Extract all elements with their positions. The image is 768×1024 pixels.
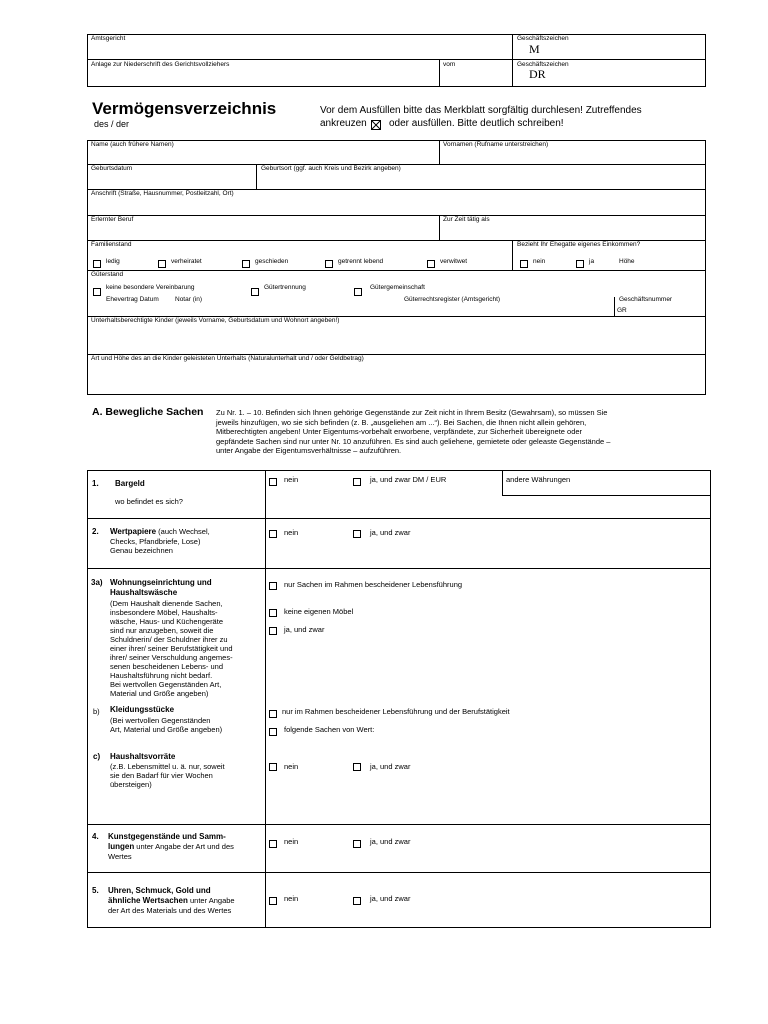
verwitwet-checkbox[interactable] [427,260,435,268]
item3a-desc-6: ihrer/ seiner Verschuldung angemes- [110,653,233,662]
guetertrennung-label: Gütertrennung [264,284,306,291]
item3b-desc-1: Art, Material und Größe angeben) [110,725,223,734]
item3a-desc-2: wäsche, Haus- und Küchengeräte [110,617,223,626]
amtsgericht-field[interactable]: Amtsgericht [91,35,126,42]
item2-desc-0: Checks, Pfandbriefe, Lose) [110,537,201,546]
item2-nein-label: nein [284,528,299,537]
item3c-desc-2: übersteigen) [110,780,152,789]
item3a-opt2-label: keine eigenen Möbel [284,607,354,616]
item5-nein-label: nein [284,894,299,903]
col-line [256,164,257,189]
ehegatte-nein-checkbox[interactable] [520,260,528,268]
verwitwet-label: verwitwet [440,258,468,265]
gr-field[interactable]: GR [617,307,627,314]
keine-vereinbarung-checkbox[interactable] [93,288,101,296]
row-line [87,568,711,569]
geschieden-checkbox[interactable] [242,260,250,268]
row-line [502,495,711,496]
geburtsort-field[interactable]: Geburtsort (ggf. auch Kreis und Bezirk angeben) [261,165,401,172]
item5-ja-label: ja, und zwar [370,894,411,903]
item3a-desc-7: senen bescheidenen Lebens- und [110,662,224,671]
anlage-field[interactable]: Anlage zur Niederschrift des Gerichtsvollziehers [91,61,230,68]
col-line [502,470,503,495]
row-line [87,824,711,825]
anschrift-field[interactable]: Anschrift (Straße, Hausnummer, Postleitzahl, Ort) [91,190,234,197]
item3b-opt1-label: nur im Rahmen bescheidener Lebensführung und der Berufstätigkeit [282,707,510,716]
item5-heading-tail: unter Angabe [187,896,235,905]
item4-ja-checkbox[interactable] [353,840,361,848]
geburtsdatum-field[interactable]: Geburtsdatum [91,165,133,172]
row-line [87,270,706,271]
item3b-opt1-checkbox[interactable] [269,710,277,718]
item3c-ja-checkbox[interactable] [353,763,361,771]
item4-heading-tail: unter Angabe der Art und des [134,842,234,851]
item4-desc: Wertes [108,852,132,861]
getrennt-checkbox[interactable] [325,260,333,268]
item1-heading: Bargeld [115,479,145,488]
guetergemeinschaft-label: Gütergemeinschaft [370,284,425,291]
section-a-title: A. Bewegliche Sachen [92,406,204,418]
section-a-intro-4: unter Angabe der Eigentumsverhältnisse – aufzuführen. [216,446,402,455]
unterhalt-field[interactable]: Art und Höhe des an die Kinder geleisteten Unterhalts (Naturalunterhalt und / oder Geldbetrag) [91,355,364,362]
zurzeit-field[interactable]: Zur Zeit tätig als [443,216,490,223]
item3a-desc-4: Schuldnerin/ der Schuldner ihrer zu [110,635,228,644]
item3a-opt3-checkbox[interactable] [269,627,277,635]
ehegatte-ja-label: ja [589,258,595,265]
item3c-nein-checkbox[interactable] [269,763,277,771]
header-vom-divider [439,59,440,87]
item5-ja-checkbox[interactable] [353,897,361,905]
kinder-field[interactable]: Unterhaltsberechtigte Kinder (jeweils Vorname, Geburtsdatum und Wohnort angeben!) [91,317,340,324]
row-line [87,518,711,519]
item3a-opt3-label: ja, und zwar [284,625,325,634]
item4-ja-label: ja, und zwar [370,837,411,846]
ehegatte-label: Bezieht Ihr Ehegatte eigenes Einkommen? [517,241,641,248]
section-a-intro-2: Mitberechtigten angeben! Unter Eigentums-vorbehalt erworbene, verpfändete, zur Sicherheit übereignete oder [216,427,583,436]
item3b-desc-0: (Bei wertvollen Gegenständen [110,716,211,725]
page-title: Vermögensverzeichnis [92,99,277,118]
crossed-checkbox-icon [371,120,381,130]
ehevertrag-field[interactable]: Ehevertrag Datum [106,296,159,303]
item1-andere-field[interactable]: andere Währungen [506,475,571,484]
gueterrechtsregister-field[interactable]: Güterrechtsregister (Amtsgericht) [404,296,501,303]
item3a-heading-1: Haushaltswäsche [110,588,178,597]
item3b-number: b) [93,707,100,716]
getrennt-label: getrennt lebend [338,258,384,265]
item3a-number: 3a) [91,578,103,587]
items-col-divider [265,470,266,928]
item4-heading-bold: lungen [108,842,135,851]
item2-heading-bold: Wertpapiere [110,527,157,536]
geschaeftsnummer-label: Geschäftsnummer [619,296,673,303]
item2-nein-checkbox[interactable] [269,530,277,538]
vom-field[interactable]: vom [443,61,456,68]
item3a-desc-9: Bei wertvollen Gegenständen Art, [110,680,222,689]
section-a-intro-1: jeweils hinzufügen, wo sie sich befinden (z. B. „ausgeliehen am ...“). Bei Sachen, die Ihnen nicht allein gehören, [216,417,587,427]
title-sub: des / der [94,119,130,129]
instruction-line2a: ankreuzen [320,118,367,129]
item3a-desc-3: sind nur anzugeben, soweit die [110,626,214,635]
header-col-divider [512,34,513,87]
col-line [439,215,440,240]
item5-nein-checkbox[interactable] [269,897,277,905]
item3c-number: c) [93,752,101,761]
ledig-label: ledig [106,258,120,265]
item1-ja-checkbox[interactable] [353,478,361,486]
hoehe-field[interactable]: Höhe [619,258,635,265]
item3c-ja-label: ja, und zwar [370,762,411,771]
item4-heading-0: Kunstgegenstände und Samm- [108,832,226,841]
ledig-checkbox[interactable] [93,260,101,268]
ehegatte-ja-checkbox[interactable] [576,260,584,268]
ehegatte-nein-label: nein [533,258,546,265]
col-line [439,140,440,164]
familienstand-label: Familienstand [91,241,132,248]
geschieden-label: geschieden [255,258,289,265]
guetertrennung-checkbox[interactable] [251,288,259,296]
item2-ja-checkbox[interactable] [353,530,361,538]
item4-number: 4. [92,832,99,841]
item1-number: 1. [92,479,99,488]
name-field[interactable]: Name (auch frühere Namen) [91,141,174,148]
vorname-field[interactable]: Vornamen (Rufname unterstreichen) [443,141,549,148]
item3c-desc-0: (z.B. Lebensmittel u. ä. nur, soweit [110,762,225,771]
verheiratet-label: verheiratet [171,258,202,265]
instruction-line1: Vor dem Ausfüllen bitte das Merkblatt sorgfältig durchlesen! Zutreffendes [320,105,642,116]
item3b-opt2-checkbox[interactable] [269,728,277,736]
item2-number: 2. [92,527,99,536]
keine-vereinbarung-label: keine besondere Vereinbarung [106,284,195,291]
item3c-heading: Haushaltsvorräte [110,752,176,761]
item5-desc: der Art des Materials und des Wertes [108,906,232,915]
verheiratet-checkbox[interactable] [158,260,166,268]
item3a-opt2-checkbox[interactable] [269,609,277,617]
item2-heading [110,527,210,537]
header-divider [87,59,706,60]
item4-nein-checkbox[interactable] [269,840,277,848]
item3c-desc-1: sie den Badarf für vier Wochen [110,771,213,780]
item1-desc: wo befindet es sich? [115,497,183,506]
item2-desc-1: Genau bezeichnen [110,546,173,555]
item3a-desc-5: einer ihrer/ seiner Berufstätigkeit und [110,644,233,653]
beruf-field[interactable]: Erlernter Beruf [91,216,134,223]
row-line [87,872,711,873]
section-a-intro-0: Zu Nr. 1. – 10. Befinden sich Ihnen gehörige Gegenstände zur Zeit nicht in Ihrem Besitz (Gewahrsam), so müssen Sie [216,408,608,417]
instruction-line2b: oder ausfüllen. Bitte deutlich schreiben! [389,118,564,129]
item3b-heading: Kleidungsstücke [110,705,175,714]
item5-number: 5. [92,886,99,895]
item1-nein-checkbox[interactable] [269,478,277,486]
geschaeftszeichen-label: Geschäftszeichen [517,35,569,42]
gueterstand-label: Güterstand [91,271,124,278]
item3c-nein-label: nein [284,762,299,771]
item2-heading-tail: (auch Wechsel, [156,527,210,536]
item3a-desc-1: insbesondere Möbel, Haushalts- [110,608,218,617]
item3a-desc-0: (Dem Haushalt dienende Sachen, [110,599,223,608]
item4-heading-1 [108,842,234,852]
geschaeftszeichen-dr-value: DR [529,67,546,81]
item3a-opt1-label: nur Sachen im Rahmen bescheidener Lebensführung [284,580,463,589]
item4-nein-label: nein [284,837,299,846]
guetergemeinschaft-checkbox[interactable] [354,288,362,296]
item5-heading-1 [108,896,235,906]
geschaeftszeichen2-label: Geschäftszeichen [517,61,569,68]
item2-ja-label: ja, und zwar [370,528,411,537]
item3a-desc-10: Material und Größe angeben) [110,689,209,698]
section-a-intro-3: gepfändete Sachen sind nur unter Nr. 10 anzuführen. Es sind auch geliehene, gemietete oder geleaste Gegenstände – [216,436,611,446]
item3a-opt1-checkbox[interactable] [269,582,277,590]
row-line [87,215,706,216]
item5-heading-0: Uhren, Schmuck, Gold und [108,886,211,895]
item1-ja-label: ja, und zwar DM / EUR [370,475,447,484]
col-line [512,240,513,270]
item3b-opt2-label: folgende Sachen von Wert: [284,725,375,734]
item1-nein-label: nein [284,475,299,484]
item3a-desc-8: Haushaltsführung nicht bedarf. [110,671,213,680]
item5-heading-bold: ähnliche Wertsachen [108,896,188,905]
notar-field[interactable]: Notar (in) [175,296,203,303]
geschaeftszeichen-m-value: M [529,42,540,56]
col-line [614,297,615,316]
item3a-heading-0: Wohnungseinrichtung und [110,578,212,587]
